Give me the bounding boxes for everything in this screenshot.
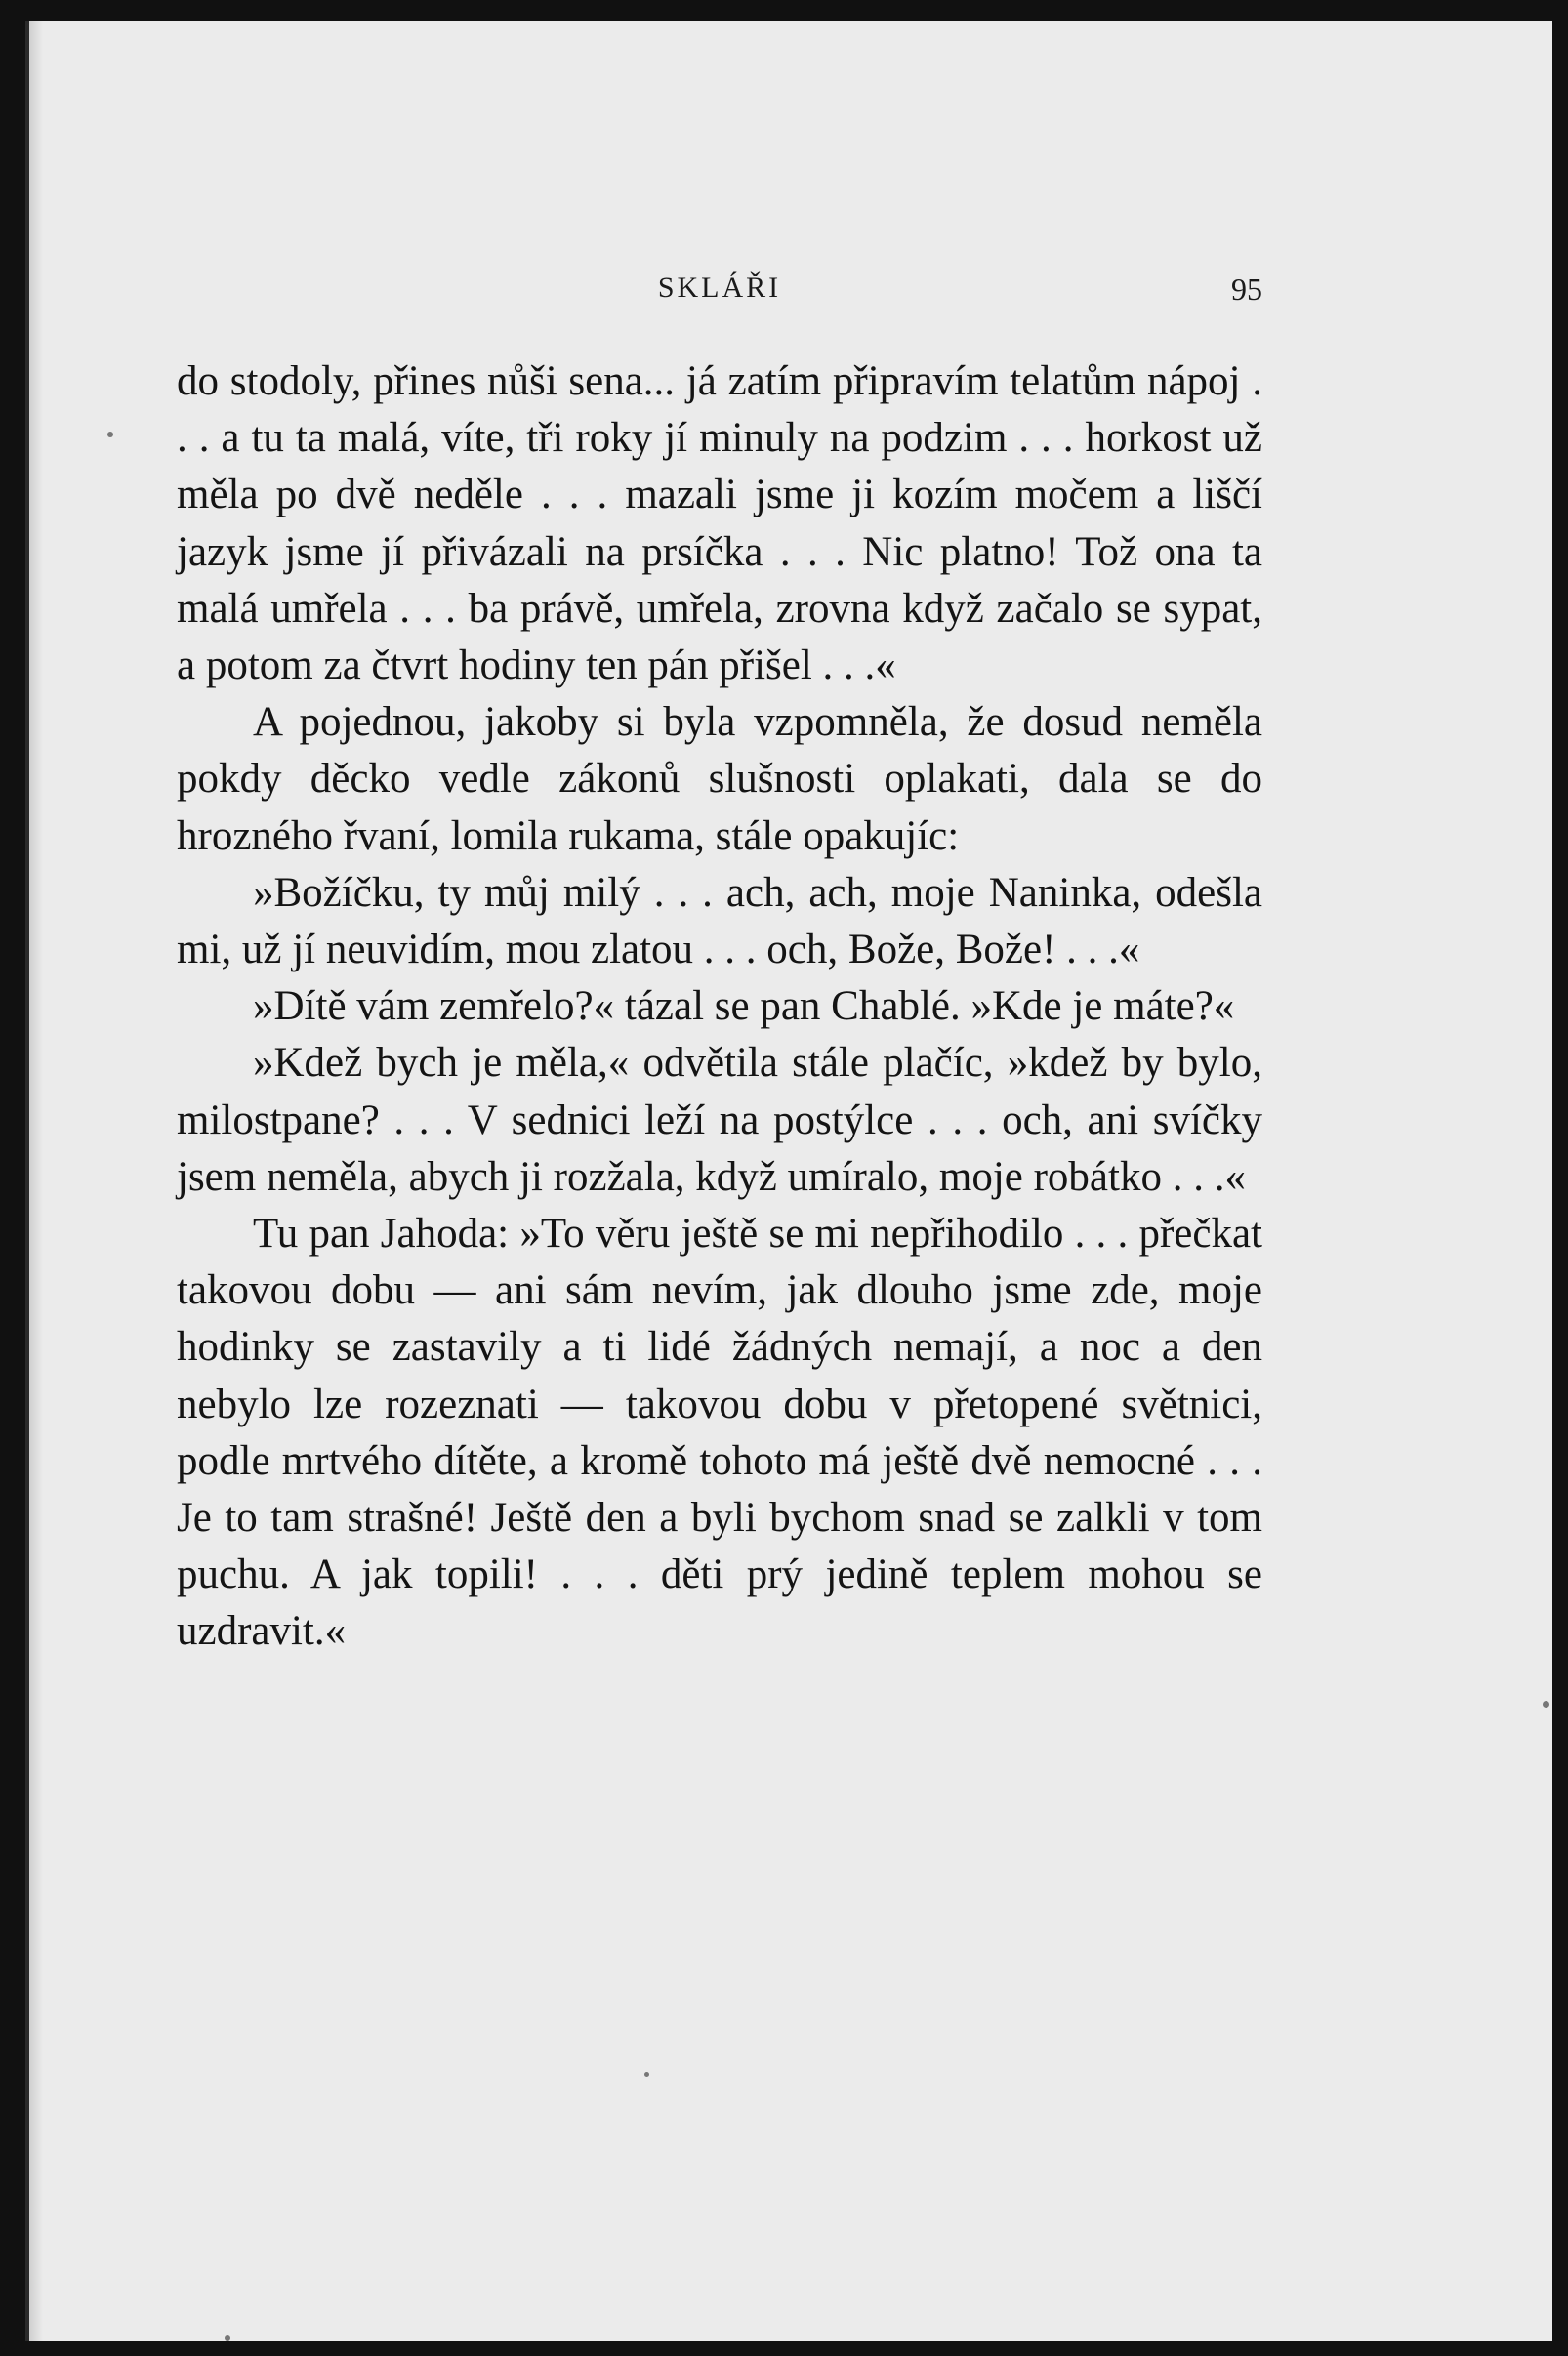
scan-speck	[644, 2072, 649, 2077]
paragraph-2: A pojednou, jakoby si byla vzpomněla, že dosud neměla pokdy děcko vedle zákonů slušnosti oplakati, dala se do hrozného řvaní, lomila rukama, stále opakujíc:	[177, 699, 1262, 859]
chapter-title: SKLÁŘI	[657, 271, 782, 304]
page-number: 95	[1231, 271, 1262, 307]
paragraph-6: Tu pan Jahoda: »To věru ještě se mi nepřihodilo . . . přečkat takovou dobu — ani sám nevím, jak dlouho jsme zde, moje hodinky se zastavily a ti lidé žádných nemají, a noc a den nebylo lze rozeznati — takovou dobu v přetopené světnici, podle mrtvého dítěte, a kromě tohoto má ještě dvě nemocné . . . Je to tam strašné! Ještě den a byli bychom snad se zalkli v tom puchu. A jak topili! . . . děti prý jedině teplem mohou se uzdravit.«	[177, 1211, 1262, 1655]
paragraph-1: do stodoly, přines nůši sena... já zatím připravím telatům nápoj . . . a tu ta malá, víte, tři roky jí minuly na podzim . . . horkost už měla po dvě neděle . . . mazali jsme ji kozím močem a liščí jazyk jsme jí přivázali na prsíčka . . . Nic platno! Tož ona ta malá umřela . . . ba právě, umřela, zrovna když začalo se sypat, a potom za čtvrt hodiny ten pán přišel . . .«	[177, 358, 1262, 689]
paragraph-3: »Božíčku, ty můj milý . . . ach, ach, moje Naninka, odešla mi, už jí neuvidím, mou zlatou . . . och, Bože, Bože! . . .«	[177, 869, 1262, 973]
binding-shadow	[29, 21, 43, 2341]
running-head	[177, 271, 1262, 310]
scan-speck	[1543, 1701, 1549, 1708]
paragraph-4: »Dítě vám zemřelo?« tázal se pan Chablé. »Kde je máte?«	[253, 983, 1235, 1030]
book-page	[25, 21, 1552, 2341]
paragraph-5: »Kdež bych je měla,« odvětila stále plačíc, »kdež by bylo, milostpane? . . . V sednici leží na postýlce . . . och, ani svíčky jsem neměla, abych ji rozžala, když umíralo, moje robátko . . .«	[177, 1040, 1262, 1200]
scan-speck	[107, 432, 113, 437]
scan-speck	[225, 2335, 230, 2341]
body-text	[177, 353, 1262, 1661]
